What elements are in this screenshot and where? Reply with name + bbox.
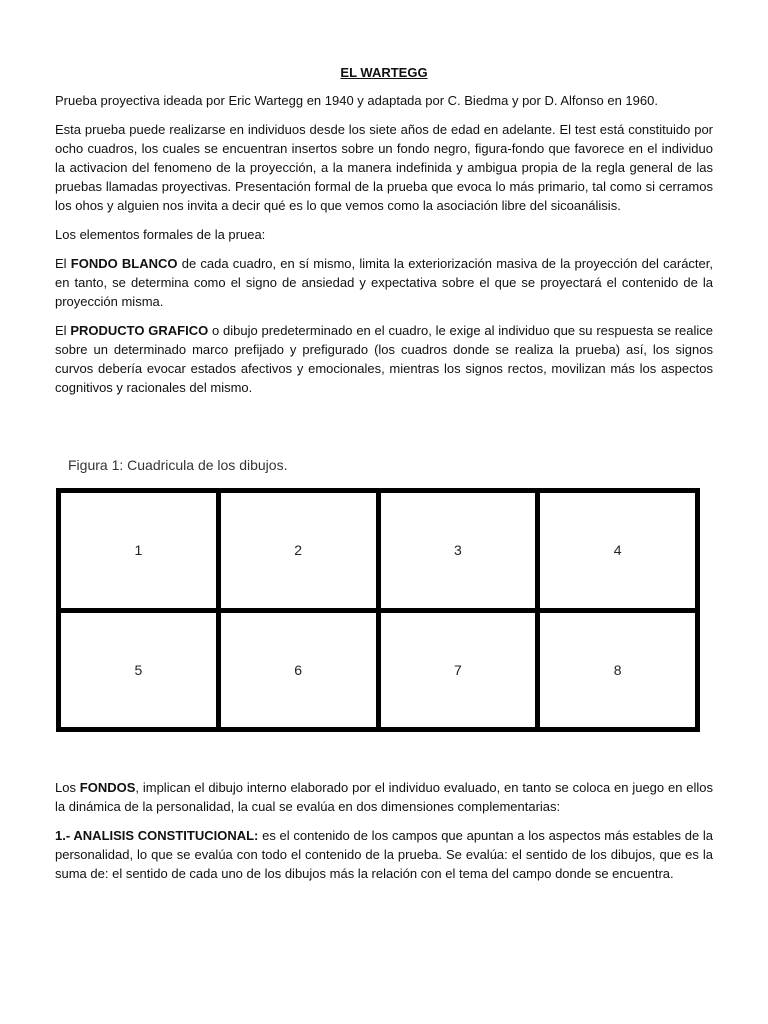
- figure-grid: [56, 457, 706, 739]
- grid-cell-8: 8: [540, 613, 695, 728]
- figure-caption: Figura 1: Cuadricula de los dibujos.: [68, 457, 288, 473]
- fondos-prefix: Los: [55, 780, 80, 795]
- grid-cell-7: 7: [381, 613, 536, 728]
- fondo-blanco-term: FONDO BLANCO: [70, 256, 178, 271]
- fondos-term: FONDOS: [79, 780, 136, 795]
- producto-grafico-term: PRODUCTO GRAFICO: [70, 323, 209, 338]
- formal-elements-heading: Los elementos formales de la pruea:: [55, 227, 266, 242]
- intro-paragraph: Prueba proyectiva ideada por Eric Wartegg en 1940 y adaptada por C. Biedma y por D. Alfonso en 1960.: [55, 93, 658, 108]
- fondo-blanco-text: de cada cuadro, en sí mismo, limita la exteriorización masiva de la proyección del carácter, en tanto, se determina como el signo de ansiedad y expectativa sobre el que se proyectará el contenido de la proyección misma.: [55, 256, 713, 309]
- fondo-blanco-prefix: El: [55, 256, 71, 271]
- fondos-paragraph: [55, 778, 713, 816]
- analisis-paragraph: [55, 826, 713, 883]
- producto-grafico-paragraph: [55, 321, 713, 397]
- drawing-grid: [56, 488, 700, 732]
- document-body: [55, 64, 713, 407]
- grid-cell-4: 4: [540, 493, 695, 608]
- document-title: EL WARTEGG: [340, 65, 428, 80]
- grid-cell-5: 5: [61, 613, 216, 728]
- producto-grafico-prefix: El: [55, 323, 71, 338]
- fondo-blanco-paragraph: [55, 254, 713, 311]
- grid-cell-3: 3: [381, 493, 536, 608]
- document-body-lower: [55, 778, 713, 893]
- producto-grafico-text: o dibujo predeterminado en el cuadro, le exige al individuo que su respuesta se realice sobre un determinado marco prefijado y prefigurado (los cuadros donde se realiza la prueba) así, los signos curvos debería evocar estados afectivos y emocionales, mientras los signos rectos, movilizan más los aspectos cognitivos y racionales del mismo.: [55, 323, 713, 395]
- grid-cell-6: 6: [221, 613, 376, 728]
- analisis-term: 1.- ANALISIS CONSTITUCIONAL:: [55, 828, 259, 843]
- grid-cell-1: 1: [61, 493, 216, 608]
- fondos-text: , implican el dibujo interno elaborado por el individuo evaluado, en tanto se coloca en juego en ellos la dinámica de la personalidad, la cual se evalúa en dos dimensiones complementarias:: [55, 780, 713, 814]
- analisis-text: es el contenido de los campos que apuntan a los aspectos más estables de la personalidad, lo que se evalúa con todo el contenido de la prueba. Se evalúa: el sentido de los dibujos, que es la suma de: el sentido de cada uno de los dibujos más la relación con el tema del campo donde se encuentra.: [55, 828, 714, 881]
- description-paragraph: Esta prueba puede realizarse en individuos desde los siete años de edad en adelante. El test está constituido por ocho cuadros, los cuales se encuentran insertos sobre un fondo negro, figura-fondo que favorece en el individuo la activacion del fenomeno de la proyección, a la manera indefinida y ambigua propia de la regla general de las pruebas llamadas proyectivas. Presentación formal de la prueba que evoca lo más primario, tal como si cerramos los ohos y alguien nos invita a decir qué es lo que vemos como la asociación libre del sicoanálisis.: [55, 122, 713, 213]
- grid-cell-2: 2: [221, 493, 376, 608]
